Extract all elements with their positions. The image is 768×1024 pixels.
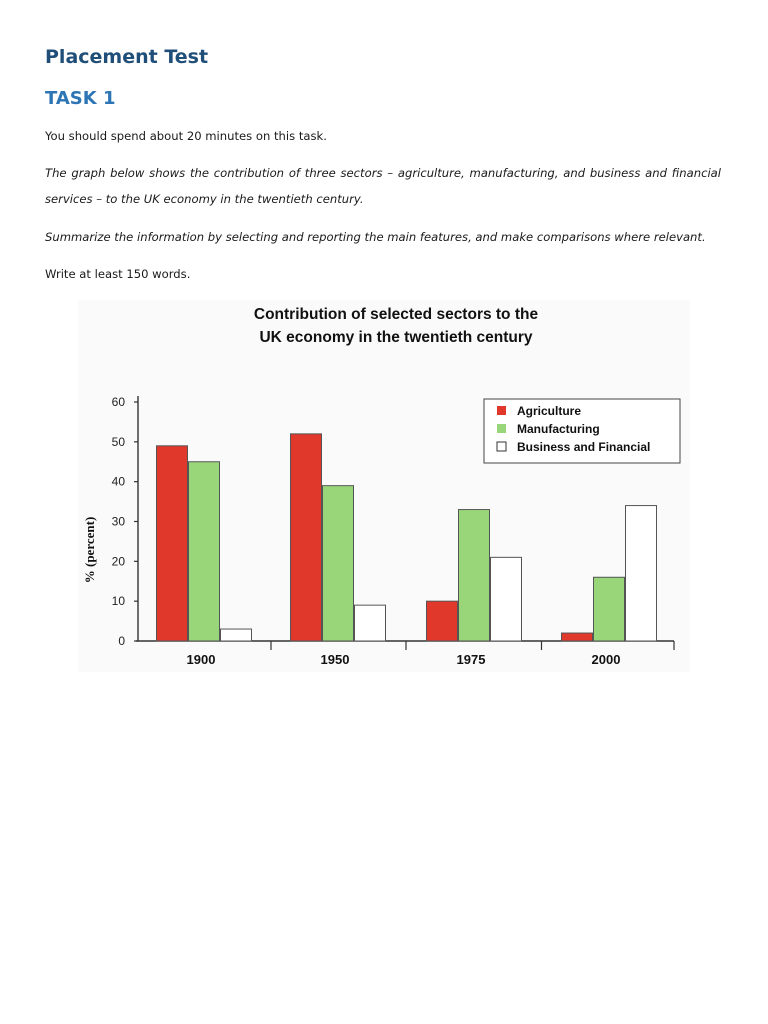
chart-figure — [78, 300, 690, 672]
x-category-label: 1950 — [320, 652, 350, 667]
bar-manufacturing-1975 — [459, 510, 490, 641]
legend-swatch — [497, 424, 506, 433]
instruction-paragraph: Summarize the information by selecting and reporting the main features, and make comparisons where relevant. — [45, 230, 706, 244]
y-tick-label: 10 — [111, 594, 125, 609]
y-tick-label: 30 — [111, 514, 125, 529]
bar-business-and-financial-2000 — [626, 506, 657, 641]
y-tick-label: 0 — [118, 634, 125, 648]
chart-title-line-1: Contribution of selected sectors to the — [253, 306, 539, 323]
bar-chart — [78, 300, 690, 672]
x-category-label: 2000 — [591, 652, 621, 667]
y-axis-label: % (percent) — [82, 516, 97, 584]
bar-agriculture-1975 — [427, 601, 458, 641]
chart-title-line-2: UK economy in the twentieth century — [259, 329, 533, 346]
bar-business-and-financial-1900 — [221, 629, 252, 641]
task-heading: TASK 1 — [45, 88, 116, 109]
x-category-label: 1975 — [456, 652, 486, 667]
y-tick-label: 60 — [111, 395, 125, 409]
bar-manufacturing-1950 — [323, 486, 354, 641]
legend-label: Manufacturing — [517, 422, 600, 436]
graph-description: The graph below shows the contribution of three sectors – agriculture, manufacturing, and business and financial services – to the UK economy in the twentieth century. — [45, 166, 721, 206]
x-category-label: 1900 — [186, 652, 216, 667]
chart-legend — [484, 399, 680, 463]
y-tick-label: 50 — [111, 434, 125, 449]
legend-swatch — [497, 406, 506, 415]
legend-swatch — [497, 442, 506, 451]
bar-agriculture-1900 — [157, 446, 188, 641]
bar-manufacturing-2000 — [594, 577, 625, 641]
legend-label: Agriculture — [517, 404, 582, 418]
bar-agriculture-1950 — [291, 434, 322, 641]
page-title: Placement Test — [45, 46, 209, 68]
bar-manufacturing-1900 — [189, 462, 220, 641]
y-tick-label: 20 — [111, 554, 125, 569]
bar-business-and-financial-1950 — [355, 605, 386, 641]
word-count-paragraph: Write at least 150 words. — [45, 267, 191, 281]
intro-paragraph: You should spend about 20 minutes on this task. — [45, 129, 327, 143]
legend-label: Business and Financial — [517, 440, 651, 454]
y-tick-label: 40 — [111, 474, 125, 489]
bar-agriculture-2000 — [562, 633, 593, 641]
bar-business-and-financial-1975 — [491, 557, 522, 641]
